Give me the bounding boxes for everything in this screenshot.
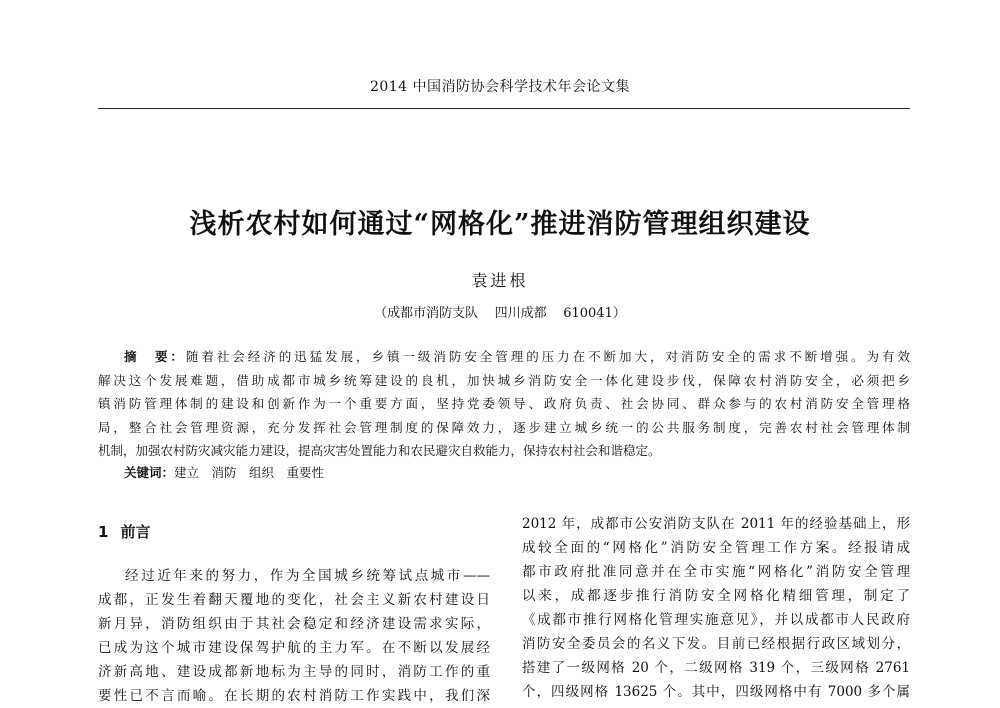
body-line: 经过近年来的努力，作为全国城乡统筹试点城市—— — [125, 568, 490, 584]
left-column — [98, 518, 490, 708]
body-line: 消防安全委员会的名义下发。目前已经根据行政区域划分， — [522, 636, 910, 652]
abstract-line: 镇消防管理体制的建设和创新作为一个重要方面，坚持党委领导、政府负责、社会协同、群众参与的农村消防安全管理格 — [98, 396, 910, 411]
paper-title: 浅析农村如何通过“网格化”推进消防管理组织建设 — [189, 209, 811, 240]
body-line: 成都，正发生着翻天覆地的变化，社会主义新农村建设日 — [98, 592, 490, 608]
keywords — [124, 463, 324, 481]
abstract-line — [98, 345, 910, 369]
body-line: 2012 年，成都市公安消防支队在 2011 年的经验基础上，形 — [522, 516, 910, 532]
body-line: 要性已不言而喻。在长期的农村消防工作实践中，我们深 — [98, 688, 490, 704]
body-line: 搭建了一级网格 20 个，二级网格 319 个，三级网格 2761 — [522, 660, 910, 676]
abstract-line: 局，整合社会管理资源，充分发挥社会管理制度的保障效力，逐步建立城乡统一的公共服务制度，完善农村社会管理体制 — [98, 419, 910, 435]
right-column — [522, 512, 910, 704]
body-line: 以来，成都逐步推行消防安全网格化精细管理，制定了 — [522, 588, 910, 604]
running-header: 2014 中国消防协会科学技术年会论文集 — [369, 79, 631, 95]
abstract-line: 解决这个发展难题，借助成都市城乡统筹建设的良机，加快城乡消防安全一体化建设步伐，保障农村消防安全，必须把乡 — [98, 372, 910, 388]
abstract-label: 摘 要： — [124, 349, 186, 364]
body-line: 《成都市推行网格化管理实施意见》，并以成都市人民政府 — [522, 612, 910, 628]
body-line: 成较全面的“网格化”消防安全管理工作方案。经报请成 — [522, 540, 910, 556]
body-line: 个，四级网格 13625 个。其中，四级网格中有 7000 多个属 — [522, 684, 910, 700]
body-line: 已成为这个城市建设保驾护航的主力军。在不断以发展经 — [98, 640, 490, 656]
section-heading — [98, 518, 490, 554]
affiliation: （成都市消防支队 四川成都 610041） — [374, 306, 626, 321]
keywords-value: 建立 消防 组织 重要性 — [174, 465, 325, 480]
keywords-label: 关键词： — [124, 465, 175, 480]
abstract-line: 机制，加强农村防灾减灾能力建设，提高灾害处置能力和农民避灾自救能力，保持农村社会和谐稳定。 — [98, 443, 661, 458]
header-rule — [98, 108, 910, 109]
body-line: 济新高地、建设成都新地标为主导的同时，消防工作的重 — [98, 664, 490, 680]
abstract — [98, 345, 910, 463]
section-number: 1 — [98, 523, 109, 541]
section-title: 前言 — [120, 523, 151, 541]
author-name: 袁进根 — [471, 271, 529, 290]
body-line: 都市政府批准同意并在全市实施“网格化”消防安全管理 — [522, 564, 910, 580]
abstract-text: 随着社会经济的迅猛发展，乡镇一级消防安全管理的压力在不断加大，对消防安全的需求不断增强。为有效 — [185, 349, 910, 364]
body-line: 新月异，消防组织由于其社会稳定和经济建设需求实际， — [98, 616, 490, 632]
